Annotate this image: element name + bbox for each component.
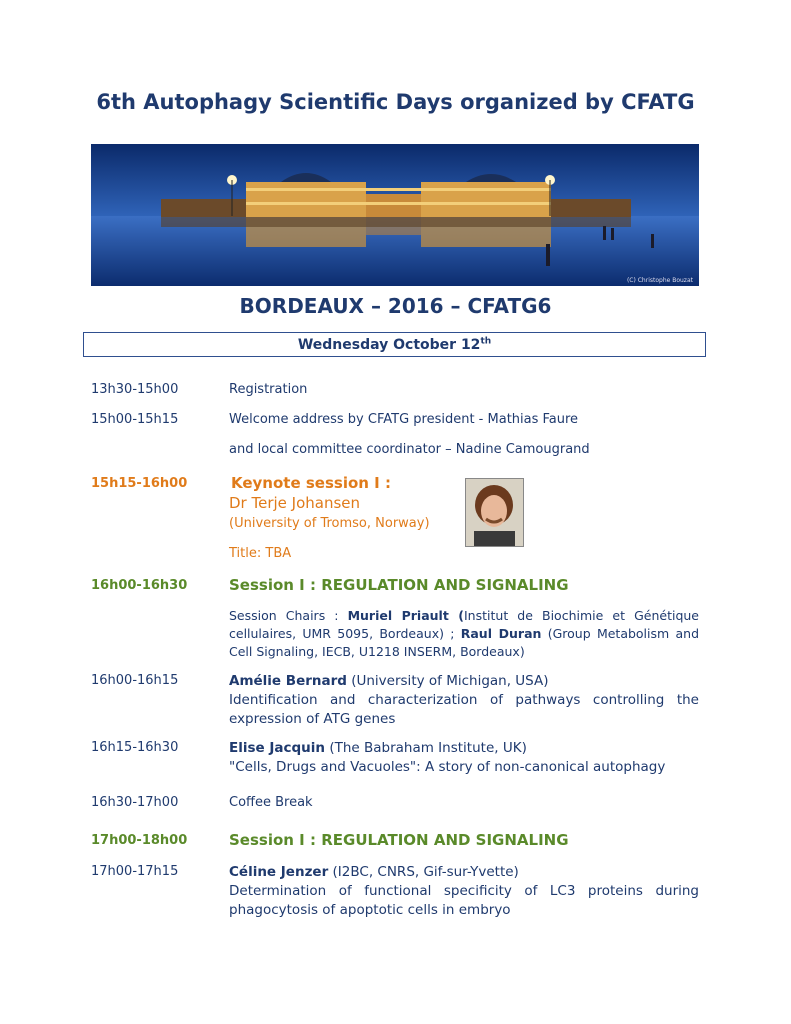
speaker-name: Elise Jacquin — [229, 740, 326, 756]
session-heading: Session I : REGULATION AND SIGNALING — [229, 576, 569, 594]
talk-title: "Cells, Drugs and Vacuoles": A story of non-canonical autophagy — [229, 759, 666, 775]
speaker-affiliation: (The Babraham Institute, UK) — [325, 740, 527, 756]
keynote-affiliation: (University of Tromso, Norway) — [229, 516, 430, 531]
portrait-image — [466, 479, 523, 546]
agenda-item-continued: and local committee coordinator – Nadine Camougrand — [229, 442, 590, 457]
talk-title: Determination of functional specificity of LC3 proteins during phagocytosis of apoptotic cells in embryo — [229, 883, 699, 918]
day-suffix: th — [480, 336, 492, 347]
time-slot: 16h30-17h00 — [91, 795, 179, 810]
speaker-affiliation: (University of Michigan, USA) — [346, 673, 549, 689]
session-chairs — [229, 607, 699, 661]
agenda-item: Welcome address by CFATG president - Mathias Faure — [229, 412, 579, 427]
photo-credit: (C) Christophe Bouzat — [626, 277, 693, 284]
speaker-affiliation: (I2BC, CNRS, Gif-sur-Yvette) — [328, 864, 519, 880]
talk — [229, 863, 699, 920]
session-time: 16h00-16h30 — [91, 578, 188, 593]
day-header — [83, 332, 706, 357]
session-time: 17h00-18h00 — [91, 833, 188, 848]
keynote-heading: Keynote session I : — [231, 474, 391, 492]
speaker-name: Céline Jenzer — [229, 864, 329, 880]
keynote-time: 15h15-16h00 — [91, 476, 188, 491]
bordeaux-place-de-la-bourse-image — [91, 144, 699, 286]
banner-photo — [91, 144, 699, 286]
agenda-item: Registration — [229, 382, 308, 397]
page-title: 6th Autophagy Scientific Days organized by CFATG — [96, 90, 695, 114]
talk-title: Identification and characterization of pathways controlling the expression of ATG genes — [229, 692, 699, 727]
chair-name: Raul Duran — [460, 626, 542, 641]
talk — [229, 672, 699, 729]
time-slot: 17h00-17h15 — [91, 864, 179, 879]
keynote-speaker: Dr Terje Johansen — [229, 494, 361, 512]
speaker-name: Amélie Bernard — [229, 673, 347, 689]
speaker-portrait — [465, 478, 524, 547]
chair-paren: ( — [448, 608, 464, 623]
session-heading: Session I : REGULATION AND SIGNALING — [229, 831, 569, 849]
time-slot: 15h00-15h15 — [91, 412, 179, 427]
city-year-heading: BORDEAUX – 2016 – CFATG6 — [239, 294, 552, 318]
chair-affiliation: (Group Metabolism and Cell Signaling, IECB, U1218 INSERM, Bordeaux) — [229, 626, 699, 659]
time-slot: 16h00-16h15 — [91, 673, 179, 688]
agenda-item: Coffee Break — [229, 795, 313, 810]
keynote-talk-title: Title: TBA — [229, 546, 292, 561]
chair-affiliation: Institut de Biochimie et Génétique cellulaires, UMR 5095, Bordeaux) ; — [229, 608, 699, 641]
chair-name: Muriel Priault — [347, 608, 449, 623]
day-label: Wednesday October 12 — [297, 337, 481, 353]
talk — [229, 739, 699, 777]
chairs-label: Session Chairs : — [229, 608, 348, 623]
time-slot: 13h30-15h00 — [91, 382, 179, 397]
time-slot: 16h15-16h30 — [91, 740, 179, 755]
